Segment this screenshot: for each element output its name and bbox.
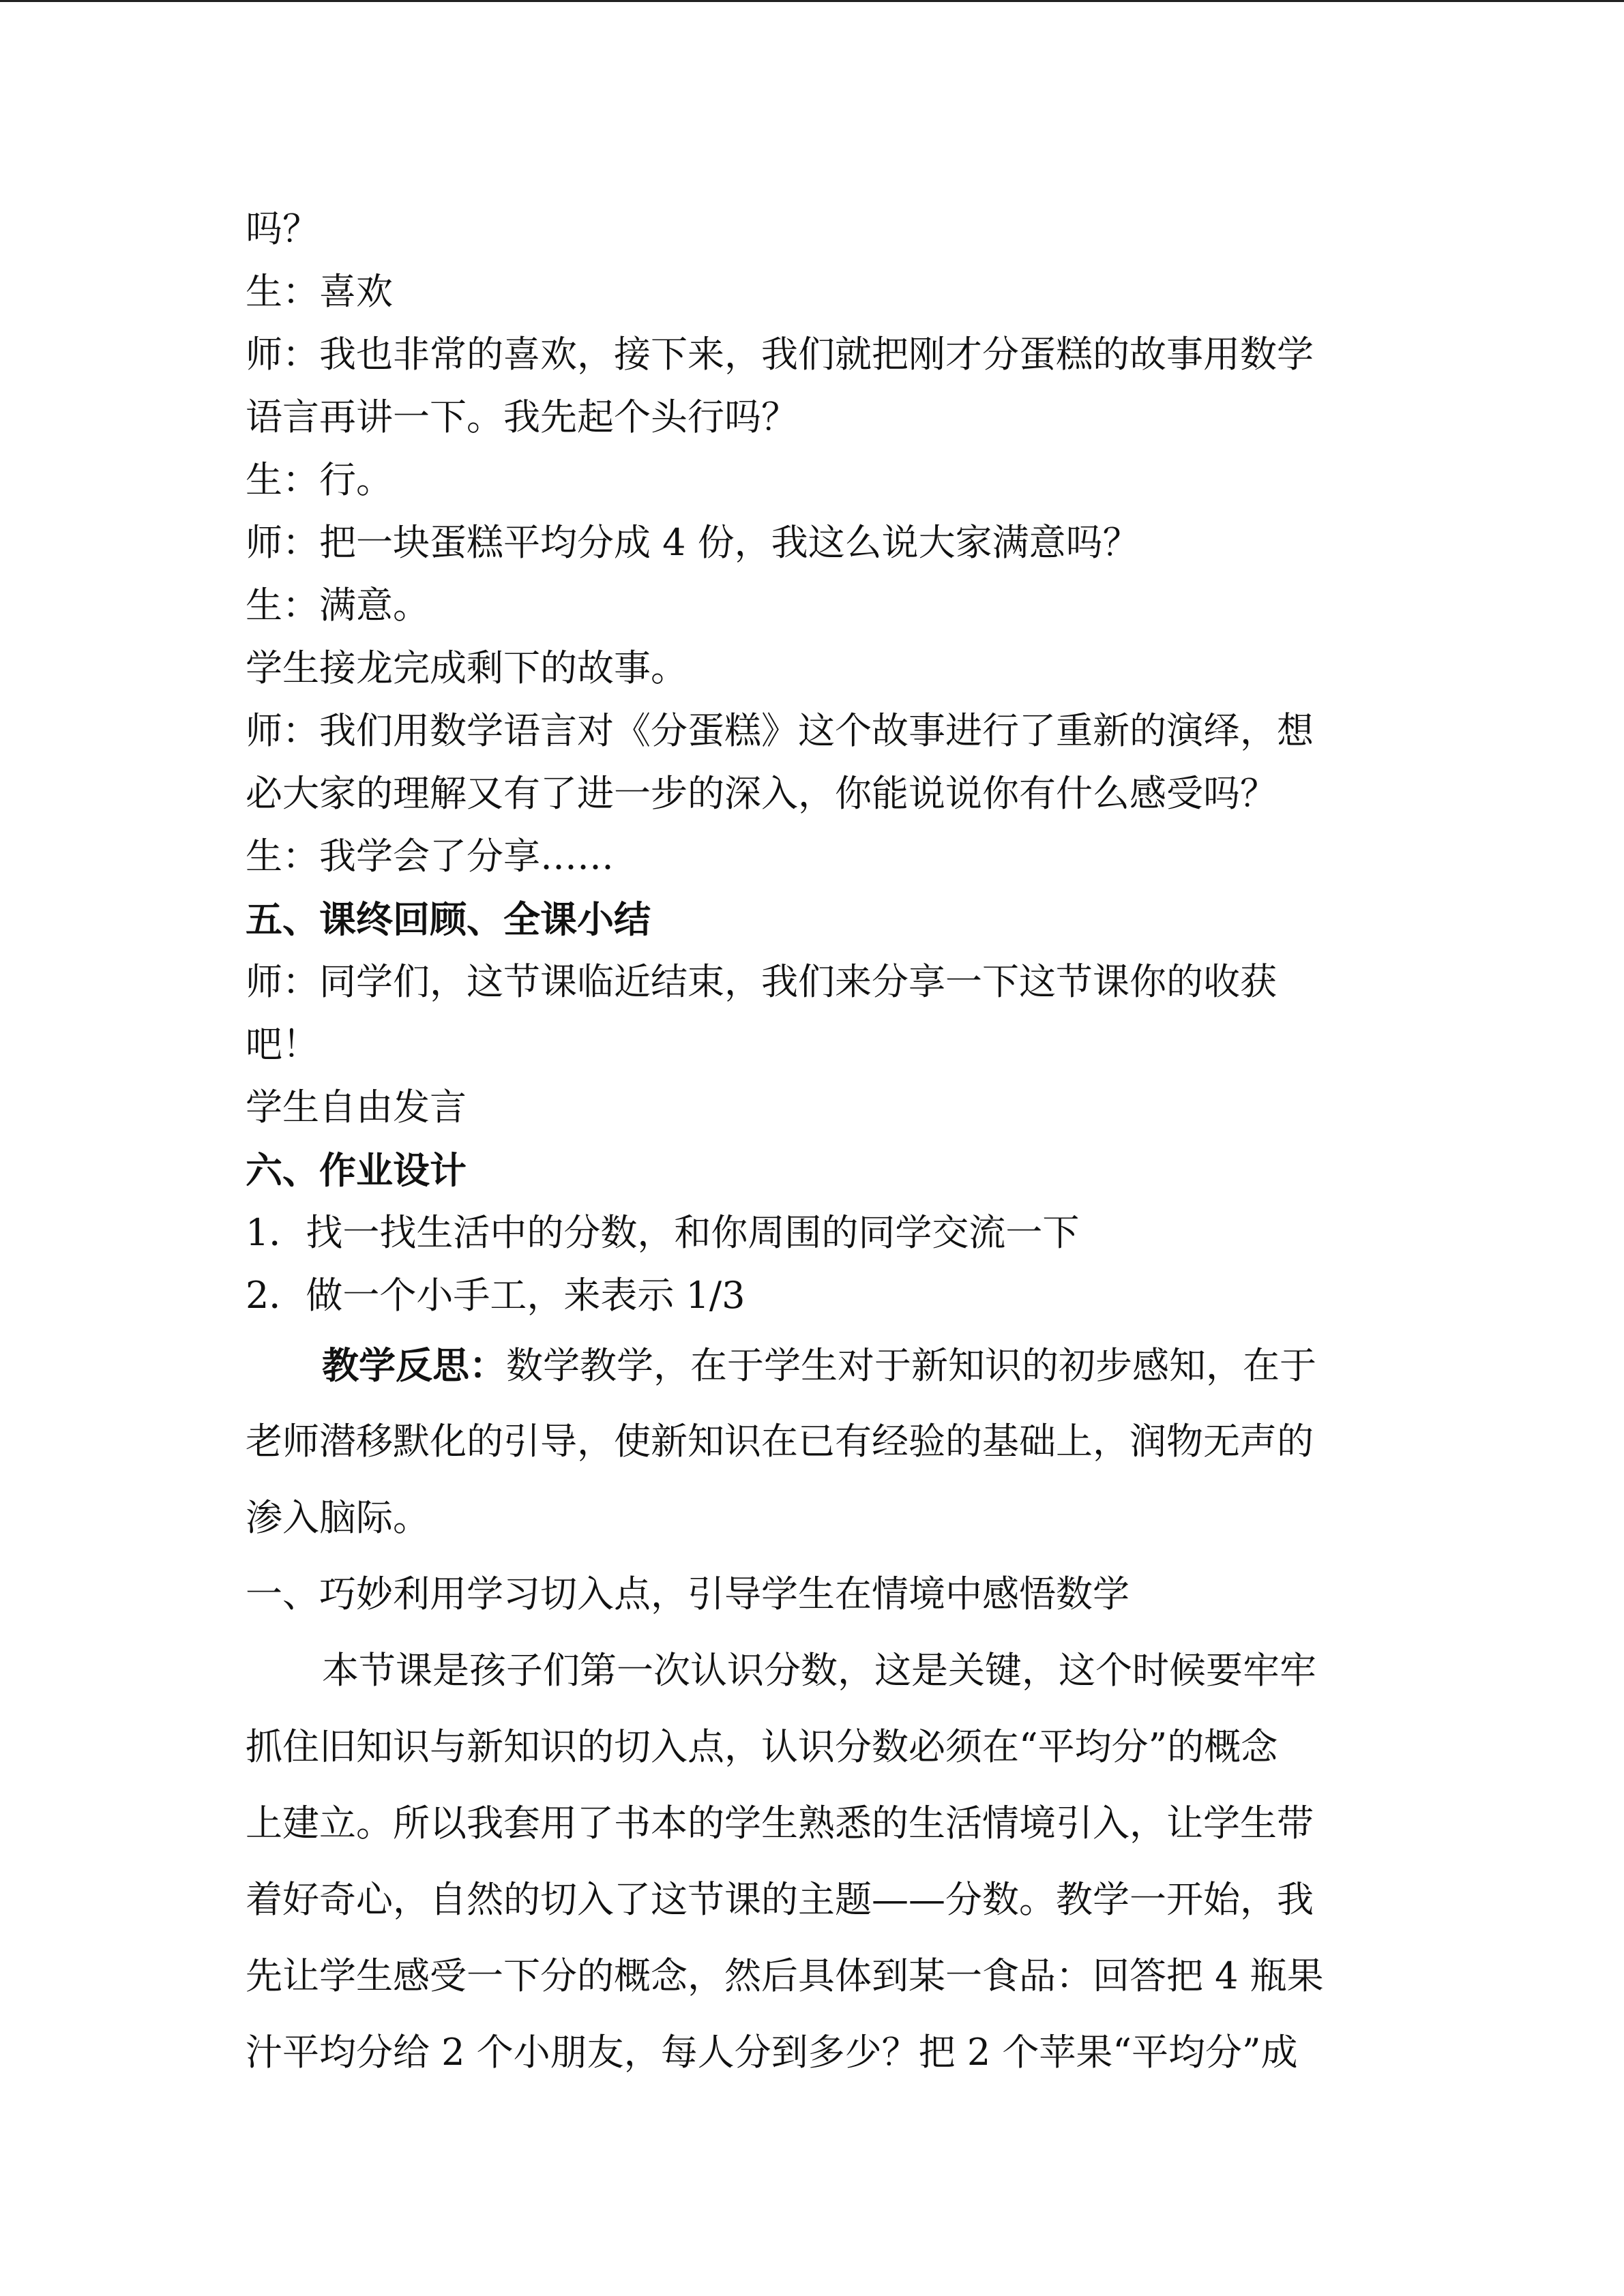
text-line: 必大家的理解又有了进一步的深入，你能说说你有什么感受吗？	[246, 772, 1277, 815]
text-line: 吧！	[246, 1023, 319, 1066]
reflection-text: 数学教学，在于学生对于新知识的初步感知，在于	[506, 1344, 1316, 1387]
text-line: 师：我们用数学语言对《分蛋糕》这个故事进行了重新的演绎，想	[246, 709, 1314, 752]
section-heading-review: 五、课终回顾、全课小结	[246, 897, 651, 941]
document-page	[246, 198, 1357, 2091]
page-top-border	[0, 0, 1624, 2]
text-line: 语言再讲一下。我先起个头行吗？	[246, 396, 798, 438]
reflection-label: 教学反思：	[322, 1343, 506, 1387]
text-line: 师：我也非常的喜欢，接下来，我们就把刚才分蛋糕的故事用数学	[246, 333, 1314, 376]
reflection-first-line	[246, 1327, 1357, 1403]
homework-item: 2．做一个小手工，来表示 1/3	[246, 1274, 745, 1317]
text-line: 师：把一块蛋糕平均分成 4 份，我这么说大家满意吗？	[246, 521, 1140, 564]
text-line: 师：同学们，这节课临近结束，我们来分享一下这节课你的收获	[246, 960, 1277, 1003]
text-line: 先让学生感受一下分的概念，然后具体到某一食品：回答把 4 瓶果	[246, 1954, 1324, 1997]
text-line: 生：我学会了分享……	[246, 835, 614, 878]
text-line: 学生接龙完成剩下的故事。	[246, 646, 688, 689]
text-line: 本节课是孩子们第一次认识分数，这是关键，这个时候要牢牢	[322, 1649, 1316, 1692]
text-line: 着好奇心，自然的切入了这节课的主题——分数。教学一开始，我	[246, 1878, 1314, 1921]
text-line: 上建立。所以我套用了书本的学生熟悉的生活情境引入，让学生带	[246, 1802, 1314, 1845]
text-line: 生：行。	[246, 458, 393, 501]
text-line: 吗？	[246, 207, 319, 250]
text-line: 渗入脑际。	[246, 1496, 430, 1539]
text-line: 学生自由发言	[246, 1086, 467, 1129]
text-line: 汁平均分给 2 个小朋友，每人分到多少？把 2 个苹果“平均分”成	[246, 2031, 1298, 2074]
text-line: 生：满意。	[246, 584, 430, 627]
section-heading-homework: 六、作业设计	[246, 1148, 467, 1192]
text-line: 生：喜欢	[246, 270, 393, 313]
homework-item: 1．找一找生活中的分数，和你周围的同学交流一下	[246, 1211, 1080, 1254]
text-line: 老师潜移默化的引导，使新知识在已有经验的基础上，润物无声的	[246, 1420, 1314, 1463]
subsection-title: 一、巧妙利用学习切入点，引导学生在情境中感悟数学	[246, 1572, 1130, 1615]
text-line: 抓住旧知识与新知识的切入点，认识分数必须在“平均分”的概念	[246, 1725, 1278, 1768]
